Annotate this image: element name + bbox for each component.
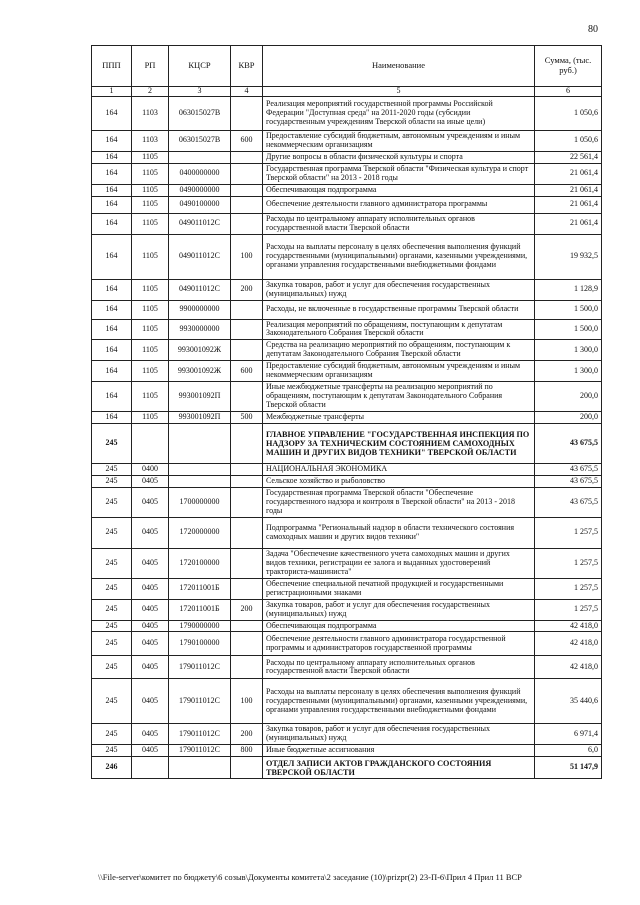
table-row — [92, 196, 602, 213]
cell-sum: 1 050,6 — [535, 97, 602, 131]
cell-name: Закупка товаров, работ и услуг для обеспечения государственных (муниципальных) нужд — [263, 279, 535, 300]
cell-ppp: 245 — [92, 724, 132, 745]
cell-name: Расходы, не включенные в государственные программы Тверской области — [263, 300, 535, 319]
cell-rp: 0405 — [132, 548, 169, 578]
cell-ppp: 245 — [92, 620, 132, 632]
cell-sum: 22 561,4 — [535, 151, 602, 163]
cell-ppp: 164 — [92, 97, 132, 131]
table-row — [92, 464, 602, 476]
cell-name: Подпрограмма "Региональный надзор в области технического состояния самоходных машин и других видов техники" — [263, 517, 535, 548]
cell-kvr — [231, 340, 263, 361]
table-row — [92, 745, 602, 757]
cell-kvr: 600 — [231, 361, 263, 382]
cell-rp: 0400 — [132, 464, 169, 476]
table-row — [92, 300, 602, 319]
cell-ppp: 164 — [92, 151, 132, 163]
cell-sum: 1 300,0 — [535, 361, 602, 382]
cell-sum: 21 061,4 — [535, 184, 602, 196]
header-ppp: ППП — [92, 46, 132, 87]
cell-rp: 1105 — [132, 300, 169, 319]
cell-kcsr: 172011001Б — [169, 599, 231, 620]
cell-kcsr: 9900000000 — [169, 300, 231, 319]
cell-sum: 43 675,5 — [535, 476, 602, 488]
cell-ppp: 164 — [92, 300, 132, 319]
column-number: 1 — [92, 87, 132, 97]
cell-kcsr — [169, 757, 231, 779]
cell-kvr — [231, 578, 263, 599]
cell-name: Иные межбюджетные трансферты на реализацию мероприятий по обращениям, поступающим к депутатам Законодательного Собрания Тверской области — [263, 382, 535, 412]
cell-ppp: 245 — [92, 487, 132, 517]
cell-name: ГЛАВНОЕ УПРАВЛЕНИЕ "ГОСУДАРСТВЕННАЯ ИНСПЕКЦИЯ ПО НАДЗОРУ ЗА ТЕХНИЧЕСКИМ СОСТОЯНИЕМ САМОХОДНЫХ МАШИН И ДРУГИХ ВИДОВ ТЕХНИКИ" ТВЕРСКОЙ ОБЛАСТИ — [263, 424, 535, 464]
cell-ppp: 245 — [92, 517, 132, 548]
cell-kcsr — [169, 476, 231, 488]
cell-kvr — [231, 620, 263, 632]
table-row — [92, 679, 602, 724]
cell-name: Государственная программа Тверской области "Физическая культура и спорт Тверской области" на 2013 - 2018 годы — [263, 163, 535, 184]
cell-sum: 1 500,0 — [535, 319, 602, 340]
header-kcsr: КЦСР — [169, 46, 231, 87]
cell-kcsr: 1790100000 — [169, 632, 231, 656]
cell-kvr — [231, 757, 263, 779]
cell-rp: 1103 — [132, 131, 169, 152]
cell-ppp: 164 — [92, 361, 132, 382]
cell-sum: 1 300,0 — [535, 340, 602, 361]
table-row — [92, 151, 602, 163]
table-row — [92, 361, 602, 382]
cell-sum: 42 418,0 — [535, 656, 602, 679]
cell-kvr: 200 — [231, 599, 263, 620]
cell-kcsr: 993001092П — [169, 412, 231, 424]
cell-rp: 1105 — [132, 361, 169, 382]
cell-sum: 1 257,5 — [535, 578, 602, 599]
cell-kvr — [231, 517, 263, 548]
cell-sum: 6 971,4 — [535, 724, 602, 745]
cell-sum: 42 418,0 — [535, 632, 602, 656]
header-sum: Сумма, (тыс. руб.) — [535, 46, 602, 87]
cell-sum: 19 932,5 — [535, 234, 602, 279]
cell-name: Государственная программа Тверской области "Обеспечение государственного надзора и контроля в Тверской области" на 2013 - 2018 годы — [263, 487, 535, 517]
header-rp: РП — [132, 46, 169, 87]
cell-name: Обеспечивающая подпрограмма — [263, 184, 535, 196]
cell-kvr — [231, 476, 263, 488]
table-row — [92, 424, 602, 464]
cell-sum: 51 147,9 — [535, 757, 602, 779]
cell-rp: 1105 — [132, 382, 169, 412]
cell-kcsr: 0400000000 — [169, 163, 231, 184]
cell-name: Задача "Обеспечение качественного учета самоходных машин и других видов техники, регистрации ее залога и выданных удостоверений тракториста-машиниста" — [263, 548, 535, 578]
cell-name: Предоставление субсидий бюджетным, автономным учреждениям и иным некоммерческим организациям — [263, 361, 535, 382]
cell-kvr — [231, 213, 263, 234]
cell-kcsr — [169, 464, 231, 476]
cell-rp: 0405 — [132, 745, 169, 757]
cell-name: Обеспечение деятельности главного администратора программы — [263, 196, 535, 213]
cell-kcsr: 179011012С — [169, 679, 231, 724]
cell-sum: 43 675,5 — [535, 464, 602, 476]
cell-name: Закупка товаров, работ и услуг для обеспечения государственных (муниципальных) нужд — [263, 724, 535, 745]
cell-kvr: 500 — [231, 412, 263, 424]
column-number-row — [92, 87, 602, 97]
cell-kvr — [231, 382, 263, 412]
cell-name: Реализация мероприятий по обращениям, поступающим к депутатам Законодательного Собрания Тверской области — [263, 319, 535, 340]
table-row — [92, 548, 602, 578]
cell-ppp: 245 — [92, 599, 132, 620]
cell-kcsr: 049011012С — [169, 279, 231, 300]
cell-sum: 1 128,9 — [535, 279, 602, 300]
cell-name: Другие вопросы в области физической культуры и спорта — [263, 151, 535, 163]
cell-rp: 0405 — [132, 632, 169, 656]
cell-ppp: 164 — [92, 234, 132, 279]
cell-name: Обеспечение специальной печатной продукцией и государственными регистрационными знаками — [263, 578, 535, 599]
cell-name: Обеспечивающая подпрограмма — [263, 620, 535, 632]
cell-sum: 1 257,5 — [535, 599, 602, 620]
column-number: 3 — [169, 87, 231, 97]
column-number: 2 — [132, 87, 169, 97]
cell-kcsr: 993001092П — [169, 382, 231, 412]
cell-ppp: 245 — [92, 656, 132, 679]
cell-ppp: 164 — [92, 163, 132, 184]
cell-sum: 43 675,5 — [535, 487, 602, 517]
cell-sum: 42 418,0 — [535, 620, 602, 632]
cell-kvr — [231, 163, 263, 184]
column-number: 5 — [263, 87, 535, 97]
cell-kcsr: 063015027В — [169, 97, 231, 131]
cell-kvr: 200 — [231, 724, 263, 745]
cell-rp: 1105 — [132, 412, 169, 424]
cell-sum: 1 500,0 — [535, 300, 602, 319]
cell-kvr — [231, 548, 263, 578]
cell-sum: 35 440,6 — [535, 679, 602, 724]
cell-kvr: 200 — [231, 279, 263, 300]
cell-name: Обеспечение деятельности главного администратора государственной программы и администраторов государственной программы — [263, 632, 535, 656]
cell-kcsr: 179011012С — [169, 745, 231, 757]
table-row — [92, 578, 602, 599]
cell-rp: 0405 — [132, 656, 169, 679]
cell-name: Расходы на выплаты персоналу в целях обеспечения выполнения функций государственными (муниципальными) органами, казенными учреждениями, органами управления государственными внебюджетными фондами — [263, 234, 535, 279]
cell-sum: 21 061,4 — [535, 213, 602, 234]
cell-name: Реализация мероприятий государственной программы Российской Федерации "Доступная среда" на 2011-2020 годы (субсидии государственным учреждениям Тверской области на иные цели) — [263, 97, 535, 131]
cell-kcsr: 0490000000 — [169, 184, 231, 196]
cell-name: Расходы на выплаты персоналу в целях обеспечения выполнения функций государственными (муниципальными) органами, казенными учреждениями, органами управления государственными внебюджетными фондами — [263, 679, 535, 724]
cell-ppp: 164 — [92, 131, 132, 152]
header-name: Наименование — [263, 46, 535, 87]
cell-kcsr: 1700000000 — [169, 487, 231, 517]
cell-kvr — [231, 424, 263, 464]
table-row — [92, 279, 602, 300]
header-row — [92, 46, 602, 87]
cell-ppp: 164 — [92, 279, 132, 300]
budget-table — [91, 45, 602, 779]
cell-ppp: 245 — [92, 632, 132, 656]
cell-kvr — [231, 300, 263, 319]
table-row — [92, 656, 602, 679]
cell-ppp: 164 — [92, 319, 132, 340]
cell-kvr — [231, 319, 263, 340]
cell-kcsr — [169, 424, 231, 464]
cell-kvr — [231, 487, 263, 517]
table-row — [92, 382, 602, 412]
cell-kcsr: 1720100000 — [169, 548, 231, 578]
cell-ppp: 245 — [92, 464, 132, 476]
table-row — [92, 724, 602, 745]
page-number: 80 — [588, 24, 598, 35]
cell-name: Средства на реализацию мероприятий по обращениям, поступающим к депутатам Законодательного Собрания Тверской области — [263, 340, 535, 361]
cell-rp: 0405 — [132, 599, 169, 620]
table-row — [92, 476, 602, 488]
cell-rp: 1103 — [132, 97, 169, 131]
cell-rp: 1105 — [132, 184, 169, 196]
cell-name: Предоставление субсидий бюджетным, автономным учреждениям и иным некоммерческим организациям — [263, 131, 535, 152]
cell-kcsr: 049011012С — [169, 213, 231, 234]
table-row — [92, 131, 602, 152]
cell-kvr — [231, 97, 263, 131]
cell-kcsr: 049011012С — [169, 234, 231, 279]
cell-sum: 1 257,5 — [535, 548, 602, 578]
cell-rp: 0405 — [132, 517, 169, 548]
cell-name: Расходы по центральному аппарату исполнительных органов государственной власти Тверской области — [263, 656, 535, 679]
cell-rp: 0405 — [132, 679, 169, 724]
cell-sum: 200,0 — [535, 412, 602, 424]
cell-rp: 1105 — [132, 234, 169, 279]
table-row — [92, 163, 602, 184]
cell-kvr: 600 — [231, 131, 263, 152]
cell-kcsr: 1720000000 — [169, 517, 231, 548]
table-row — [92, 517, 602, 548]
cell-kvr — [231, 464, 263, 476]
cell-ppp: 164 — [92, 340, 132, 361]
cell-kvr — [231, 656, 263, 679]
cell-name: Иные бюджетные ассигнования — [263, 745, 535, 757]
cell-sum: 1 257,5 — [535, 517, 602, 548]
table-body — [92, 97, 602, 779]
cell-ppp: 245 — [92, 679, 132, 724]
table-row — [92, 412, 602, 424]
table-row — [92, 757, 602, 779]
column-number: 4 — [231, 87, 263, 97]
cell-rp: 0405 — [132, 476, 169, 488]
cell-kvr — [231, 151, 263, 163]
column-number: 6 — [535, 87, 602, 97]
cell-name: Расходы по центральному аппарату исполнительных органов государственной власти Тверской области — [263, 213, 535, 234]
cell-name: Межбюджетные трансферты — [263, 412, 535, 424]
cell-kcsr: 993001092Ж — [169, 361, 231, 382]
cell-kvr — [231, 632, 263, 656]
cell-sum: 1 050,6 — [535, 131, 602, 152]
table-row — [92, 340, 602, 361]
table-row — [92, 234, 602, 279]
cell-sum: 200,0 — [535, 382, 602, 412]
cell-kvr: 100 — [231, 234, 263, 279]
cell-kvr — [231, 184, 263, 196]
cell-name: Закупка товаров, работ и услуг для обеспечения государственных (муниципальных) нужд — [263, 599, 535, 620]
cell-kcsr: 063015027В — [169, 131, 231, 152]
cell-rp: 1105 — [132, 196, 169, 213]
cell-ppp: 245 — [92, 424, 132, 464]
table-row — [92, 319, 602, 340]
cell-ppp: 245 — [92, 745, 132, 757]
cell-rp: 0405 — [132, 620, 169, 632]
cell-kcsr: 172011001Б — [169, 578, 231, 599]
cell-rp: 1105 — [132, 340, 169, 361]
cell-sum: 6,0 — [535, 745, 602, 757]
cell-ppp: 164 — [92, 196, 132, 213]
cell-kcsr: 0490100000 — [169, 196, 231, 213]
cell-ppp: 245 — [92, 578, 132, 599]
table-row — [92, 487, 602, 517]
cell-kcsr: 993001092Ж — [169, 340, 231, 361]
cell-rp: 1105 — [132, 319, 169, 340]
cell-kcsr: 179011012С — [169, 724, 231, 745]
cell-rp: 0405 — [132, 487, 169, 517]
cell-sum: 43 675,5 — [535, 424, 602, 464]
cell-name: НАЦИОНАЛЬНАЯ ЭКОНОМИКА — [263, 464, 535, 476]
table-row — [92, 97, 602, 131]
cell-rp — [132, 424, 169, 464]
cell-ppp: 164 — [92, 412, 132, 424]
cell-rp: 1105 — [132, 213, 169, 234]
header-kvr: КВР — [231, 46, 263, 87]
cell-name: ОТДЕЛ ЗАПИСИ АКТОВ ГРАЖДАНСКОГО СОСТОЯНИЯ ТВЕРСКОЙ ОБЛАСТИ — [263, 757, 535, 779]
cell-rp: 0405 — [132, 578, 169, 599]
cell-ppp: 164 — [92, 184, 132, 196]
table-row — [92, 620, 602, 632]
table-row — [92, 213, 602, 234]
cell-kvr: 800 — [231, 745, 263, 757]
table-row — [92, 632, 602, 656]
cell-rp: 1105 — [132, 279, 169, 300]
file-path-footer: \\File-server\комитет по бюджету\6 созыв\Документы комитета\2 заседание (10)\prizpr(2) 23-П-6\Прил 4 Прил 11 ВСР — [98, 872, 522, 882]
cell-rp: 1105 — [132, 163, 169, 184]
cell-kcsr: 179011012С — [169, 656, 231, 679]
table-row — [92, 599, 602, 620]
cell-kvr — [231, 196, 263, 213]
cell-kvr: 100 — [231, 679, 263, 724]
cell-kcsr — [169, 151, 231, 163]
cell-kcsr: 1790000000 — [169, 620, 231, 632]
cell-kcsr: 9930000000 — [169, 319, 231, 340]
cell-sum: 21 061,4 — [535, 196, 602, 213]
cell-rp: 1105 — [132, 151, 169, 163]
cell-ppp: 246 — [92, 757, 132, 779]
cell-rp: 0405 — [132, 724, 169, 745]
cell-ppp: 245 — [92, 476, 132, 488]
cell-rp — [132, 757, 169, 779]
cell-name: Сельское хозяйство и рыболовство — [263, 476, 535, 488]
cell-ppp: 164 — [92, 213, 132, 234]
cell-ppp: 164 — [92, 382, 132, 412]
cell-sum: 21 061,4 — [535, 163, 602, 184]
table-row — [92, 184, 602, 196]
cell-ppp: 245 — [92, 548, 132, 578]
